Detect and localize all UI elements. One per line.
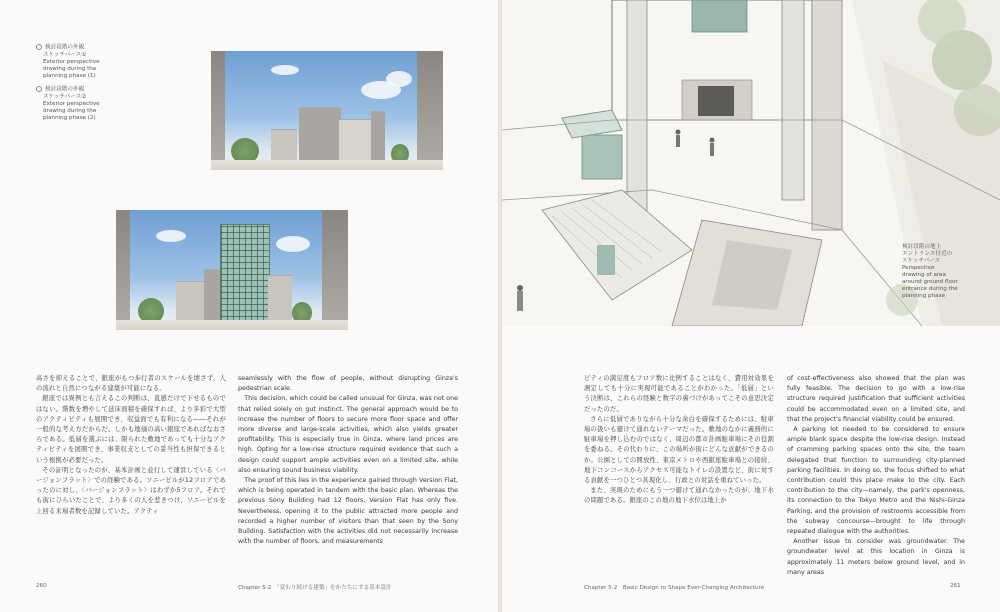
figure-caption-3: [902, 244, 992, 300]
paragraph: This decision, which could be called unusual for Ginza, was not one that relied solely on gut instinct. The general approach would be to increase the number of floors to secure more floor space and offer more diverse and large-scale activities, which also yields greater profitability. This is especially true in Ginza, where land prices are high. Opting for a low-rise structure required evidence that such a design could support ample activities even on a limited site, while also ensuring sound business viability.: [238, 395, 458, 474]
cloud: [276, 236, 310, 252]
running-footer: Chapter 5-2 「変わり続ける建築」をかたちにする基本設計: [238, 585, 392, 591]
ground: [116, 320, 348, 330]
caption-line: エントランス付近の: [902, 251, 953, 257]
caption-line: 検討段階の地上: [902, 244, 942, 250]
running-footer: Chapter 5-2 Basic Design to Shape Ever-Changing Architecture: [584, 585, 765, 591]
caption-bullet-icon: [36, 44, 42, 50]
caption-line: 検討段階の外観: [45, 86, 85, 93]
flanking-building-right: [322, 210, 348, 330]
paragraph: また、実現のためにもう一つ避けて通れなかったのが、地下水の問題である。銀座のこの地の地下水位は地上か: [584, 487, 774, 505]
caption-line: Exterior perspective: [43, 100, 100, 107]
flanking-building-left: [211, 51, 225, 170]
exterior-sketch-2: [116, 210, 348, 330]
caption-line: スケッチパース①: [43, 51, 87, 58]
caption-line: planning phase (2): [43, 114, 96, 121]
paragraph: その証明となったのが、基本計画と並行して運営している〈バージョンフラット〉での経験である。ソニービルが12フロアであったのに対し、〈バージョンフラット〉はわずか5フロア。それでも街にひらいたことで、より多くの人を惹きつけ、ソニービルを上回る来場者数を記録していた。アクティ: [36, 466, 227, 515]
caption-bullet-icon: [36, 86, 42, 92]
paragraph: A parking lot needed to be considered to ensure ample blank space despite the low-rise design. Instead of cramming parking spaces onto the site, the team delegated that function to surrounding city-planned parking facilities. In doing so, the focus shifted to what contribution could this place make to the city. Each contribution to the city—namely, the park's openness, its connection to the Tokyo Metro and the Nishi-Ginza Parking, and the provision of restrooms accessible from the subway concourse—brought to life through repeated dialogue with the authorities.: [787, 426, 965, 536]
caption-line: Perspective: [902, 265, 935, 271]
paragraph: of cost-effectiveness also showed that the plan was fully feasible. The decision to go with a low-rise structure required justification that sufficient activities could be accommodated even on a limited site, and that the project's financial viability could be ensured.: [787, 375, 965, 423]
body-text-english-left: [238, 374, 458, 547]
caption-line: スケッチパース: [902, 258, 941, 264]
caption-line: drawing during the: [43, 107, 97, 114]
paragraph: Another issue to consider was groundwater. The groundwater level at this location in Ginza is approximately 11 meters below ground level, and in many areas: [787, 538, 965, 576]
caption-line: planning phase (1): [43, 72, 96, 79]
cloud: [271, 65, 299, 75]
flanking-building-left: [116, 210, 130, 330]
paragraph: seamlessly with the flow of people, without disrupting Ginza's pedestrian scale.: [238, 375, 458, 393]
caption-line: Exterior perspective: [43, 58, 100, 65]
paragraph: The proof of this lies in the experience gained through Version Flat, which is being operated in tandem with the basic plan. Whereas the previous Sony Building had 12 floors, Version Flat has only five. Nevertheless, opening it to the public attracted more people and recorded a higher number of visitors than that seen by the Sony Building. Satisfaction with the activities did not necessarily increase with the number of floors, and measurements: [238, 477, 458, 546]
caption-line: entrance during the: [902, 286, 958, 292]
caption-line: drawing of area: [902, 272, 946, 278]
cloud: [156, 230, 186, 242]
body-text-english-right: [787, 374, 965, 578]
caption-line: スケッチパース②: [43, 93, 87, 100]
page-number: 261: [950, 583, 961, 589]
caption-line: around ground floor: [902, 279, 958, 285]
paragraph: さらに低層でありながら十分な余白を確保するためには、駐車場の扱いも避けて通れないテーマだった。敷地のなかに義務的に駐車場を押し込むのではなく、周辺の都市計画駐車場にその役割を委ねる。その代わりに、この場所が街にどんな貢献ができるのか。公園としての開放性、東京メトロや西銀座駐車場との接続、地下コンコースからアクセス可能なトイレの設置など、街に対する貢献を一つひとつ具現化し、行政との対話を重ねていった。: [584, 415, 774, 485]
flanking-building-right: [417, 51, 443, 170]
figure-caption-2: [36, 86, 108, 122]
caption-line: drawing during the: [43, 65, 97, 72]
paragraph: 高さを抑えることで、銀座がもつ歩行者のスケールを壊さず、人の流れと自然につながる建築が可能になる。: [36, 375, 226, 393]
page-number: 260: [36, 583, 47, 589]
right-page: [502, 0, 1000, 612]
figure-caption-1: [36, 44, 108, 80]
body-text-japanese-right: [584, 374, 774, 507]
cloud: [386, 71, 412, 87]
caption-line: planning phase: [902, 293, 945, 299]
high-rise-glass-building: [220, 224, 270, 330]
ground: [211, 160, 443, 170]
body-text-japanese-left: [36, 374, 226, 517]
caption-line: 検討段階の外観: [45, 44, 85, 51]
left-page: [0, 0, 498, 612]
exterior-sketch-1: [211, 51, 443, 170]
paragraph: 銀座では異例とも言えるこの判断は、直感だけで下せるものではない。階数を増やして延床面積を確保すれば、より多彩で大型のアクティビティも展開でき、収益面でも有利になる――それが一般的な考え方だからだ。しかも地価の高い銀座であればなおさらである。低層を選ぶには、限られた敷地であっても十分なアクティビティを展開でき、事業収支としての妥当性も担保できるという根拠が必要だった。: [36, 395, 226, 464]
paragraph: ビティの満足度もフロア数に比例することはなく、費用対効果を測定しても十分に実現可能であることがわかった。「低層」という決断は、これらの経験と数字の裏づけがあってこその意思決定だったのだ。: [584, 375, 774, 413]
